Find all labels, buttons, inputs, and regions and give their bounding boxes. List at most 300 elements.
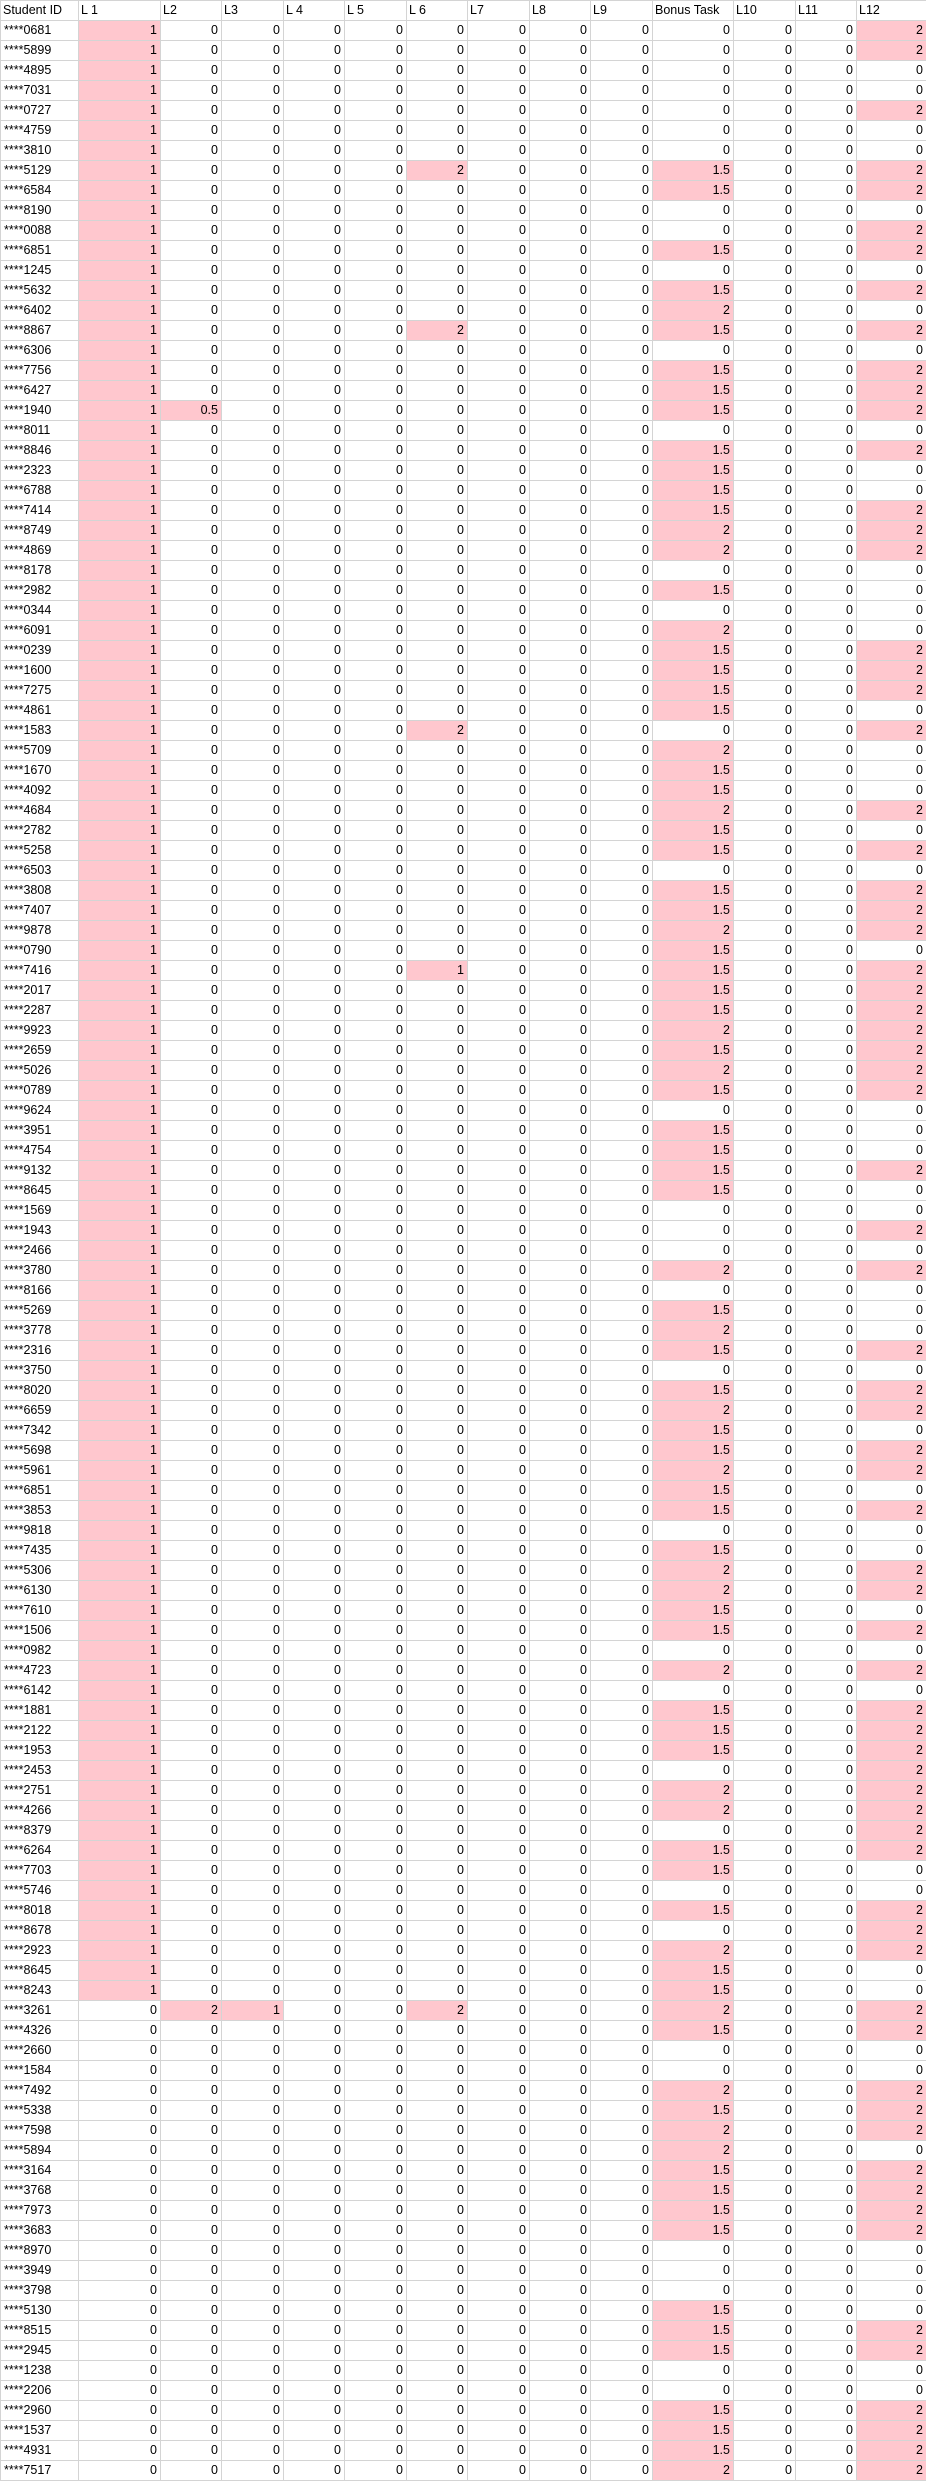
score-cell[interactable]: 0	[345, 2061, 407, 2081]
score-cell[interactable]: 0	[796, 1341, 857, 1361]
score-cell[interactable]: 0	[161, 1121, 222, 1141]
score-cell[interactable]: 0	[161, 661, 222, 681]
student-id-cell[interactable]: ****7598	[1, 2121, 79, 2141]
score-cell[interactable]: 0	[345, 61, 407, 81]
score-cell[interactable]: 0	[734, 1181, 796, 1201]
score-cell[interactable]: 0	[284, 2421, 345, 2441]
score-cell[interactable]: 0	[407, 1881, 468, 1901]
score-cell[interactable]: 0	[222, 2421, 284, 2441]
score-cell[interactable]: 0	[468, 1261, 530, 1281]
score-cell[interactable]: 0	[591, 1221, 653, 1241]
score-cell[interactable]: 0	[222, 321, 284, 341]
student-id-cell[interactable]: ****6402	[1, 301, 79, 321]
score-cell[interactable]: 0	[530, 181, 591, 201]
score-cell[interactable]: 0	[284, 1801, 345, 1821]
score-cell[interactable]: 0	[468, 241, 530, 261]
score-cell[interactable]: 0	[591, 921, 653, 941]
score-cell[interactable]: 0	[468, 1601, 530, 1621]
score-cell[interactable]: 0	[653, 61, 734, 81]
score-cell[interactable]: 0	[734, 2361, 796, 2381]
score-cell[interactable]: 0	[653, 1361, 734, 1381]
score-cell[interactable]: 0	[591, 141, 653, 161]
score-cell[interactable]: 0	[591, 241, 653, 261]
score-cell[interactable]: 0	[161, 721, 222, 741]
student-id-cell[interactable]: ****7610	[1, 1601, 79, 1621]
score-cell[interactable]: 0	[407, 901, 468, 921]
score-cell[interactable]: 2	[857, 2081, 926, 2101]
score-cell[interactable]: 0	[161, 1221, 222, 1241]
score-cell[interactable]: 0	[468, 1921, 530, 1941]
score-cell[interactable]: 0	[284, 1641, 345, 1661]
score-cell[interactable]: 0	[734, 1581, 796, 1601]
score-cell[interactable]: 0	[857, 2261, 926, 2281]
score-cell[interactable]: 0	[734, 641, 796, 661]
score-cell[interactable]: 0	[284, 1901, 345, 1921]
score-cell[interactable]: 0	[530, 761, 591, 781]
score-cell[interactable]: 0	[79, 2141, 161, 2161]
score-cell[interactable]: 0	[284, 901, 345, 921]
score-cell[interactable]: 0	[345, 2181, 407, 2201]
score-cell[interactable]: 0	[591, 1441, 653, 1461]
score-cell[interactable]: 2	[857, 2441, 926, 2461]
score-cell[interactable]: 0	[468, 81, 530, 101]
score-cell[interactable]: 0	[468, 561, 530, 581]
score-cell[interactable]: 0	[653, 2241, 734, 2261]
score-cell[interactable]: 0	[284, 421, 345, 441]
score-cell[interactable]: 0	[734, 1561, 796, 1581]
score-cell[interactable]: 0	[161, 521, 222, 541]
score-cell[interactable]: 0	[468, 1061, 530, 1081]
student-id-cell[interactable]: ****5026	[1, 1061, 79, 1081]
score-cell[interactable]: 1	[79, 1341, 161, 1361]
score-cell[interactable]: 0	[857, 121, 926, 141]
score-cell[interactable]: 0	[734, 1201, 796, 1221]
score-cell[interactable]: 0	[284, 161, 345, 181]
student-id-cell[interactable]: ****8970	[1, 2241, 79, 2261]
student-id-cell[interactable]: ****2960	[1, 2401, 79, 2421]
score-cell[interactable]: 2	[857, 2341, 926, 2361]
score-cell[interactable]: 0	[222, 941, 284, 961]
score-cell[interactable]: 0	[591, 1341, 653, 1361]
score-cell[interactable]: 0	[857, 621, 926, 641]
student-id-cell[interactable]: ****4869	[1, 541, 79, 561]
score-cell[interactable]: 0	[591, 1081, 653, 1101]
score-cell[interactable]: 0	[284, 2361, 345, 2381]
score-cell[interactable]: 0	[222, 1181, 284, 1201]
score-cell[interactable]: 0	[591, 801, 653, 821]
student-id-cell[interactable]: ****2751	[1, 1781, 79, 1801]
score-cell[interactable]: 0	[79, 2021, 161, 2041]
score-cell[interactable]: 0	[653, 101, 734, 121]
score-cell[interactable]: 1	[79, 1701, 161, 1721]
score-cell[interactable]: 0	[284, 2161, 345, 2181]
score-cell[interactable]: 0	[222, 1121, 284, 1141]
score-cell[interactable]: 0	[222, 2041, 284, 2061]
score-cell[interactable]: 0	[530, 2161, 591, 2181]
score-cell[interactable]: 0	[857, 1101, 926, 1121]
score-cell[interactable]: 1	[407, 961, 468, 981]
score-cell[interactable]: 0	[161, 1181, 222, 1201]
score-cell[interactable]: 0	[407, 2101, 468, 2121]
score-cell[interactable]: 0	[468, 221, 530, 241]
score-cell[interactable]: 0	[284, 561, 345, 581]
score-cell[interactable]: 0	[161, 221, 222, 241]
score-cell[interactable]: 0	[407, 2341, 468, 2361]
score-cell[interactable]: 0	[345, 1461, 407, 1481]
score-cell[interactable]: 0	[161, 641, 222, 661]
score-cell[interactable]: 1.5	[653, 1081, 734, 1101]
score-cell[interactable]: 0	[734, 381, 796, 401]
score-cell[interactable]: 0	[161, 2061, 222, 2081]
student-id-cell[interactable]: ****3261	[1, 2001, 79, 2021]
score-cell[interactable]: 0	[857, 1481, 926, 1501]
score-cell[interactable]: 0	[222, 841, 284, 861]
score-cell[interactable]: 0	[796, 301, 857, 321]
score-cell[interactable]: 0	[857, 1301, 926, 1321]
score-cell[interactable]: 0	[591, 261, 653, 281]
score-cell[interactable]: 0	[407, 2361, 468, 2381]
score-cell[interactable]: 1.5	[653, 1961, 734, 1981]
score-cell[interactable]: 0	[796, 2161, 857, 2181]
score-cell[interactable]: 0	[796, 141, 857, 161]
score-cell[interactable]: 0	[734, 2021, 796, 2041]
score-cell[interactable]: 2	[653, 1941, 734, 1961]
score-cell[interactable]: 1	[79, 101, 161, 121]
score-cell[interactable]: 0	[734, 181, 796, 201]
student-id-cell[interactable]: ****4759	[1, 121, 79, 141]
score-cell[interactable]: 0	[222, 1361, 284, 1381]
score-cell[interactable]: 2	[857, 801, 926, 821]
score-cell[interactable]: 0	[345, 1881, 407, 1901]
score-cell[interactable]: 0	[161, 1621, 222, 1641]
score-cell[interactable]: 0	[345, 361, 407, 381]
score-cell[interactable]: 0	[530, 681, 591, 701]
score-cell[interactable]: 1	[79, 1101, 161, 1121]
score-cell[interactable]: 1.5	[653, 661, 734, 681]
score-cell[interactable]: 0	[284, 1261, 345, 1281]
score-cell[interactable]: 0	[530, 1801, 591, 1821]
score-cell[interactable]: 1	[79, 1321, 161, 1341]
score-cell[interactable]: 0	[591, 1001, 653, 1021]
score-cell[interactable]: 0	[796, 21, 857, 41]
score-cell[interactable]: 1	[79, 861, 161, 881]
score-cell[interactable]: 0	[222, 361, 284, 381]
score-cell[interactable]: 0	[161, 621, 222, 641]
score-cell[interactable]: 0	[591, 321, 653, 341]
score-cell[interactable]: 0	[530, 361, 591, 381]
score-cell[interactable]: 0	[161, 1341, 222, 1361]
score-cell[interactable]: 0	[222, 1881, 284, 1901]
score-cell[interactable]: 0	[345, 1701, 407, 1721]
score-cell[interactable]: 0	[345, 461, 407, 481]
score-cell[interactable]: 0	[796, 2041, 857, 2061]
score-cell[interactable]: 0	[796, 1721, 857, 1741]
score-cell[interactable]: 0	[407, 761, 468, 781]
score-cell[interactable]: 0	[468, 2341, 530, 2361]
score-cell[interactable]: 0	[161, 101, 222, 121]
score-cell[interactable]: 0	[857, 741, 926, 761]
student-id-cell[interactable]: ****8867	[1, 321, 79, 341]
score-cell[interactable]: 1	[79, 521, 161, 541]
score-cell[interactable]: 2	[857, 1741, 926, 1761]
score-cell[interactable]: 0	[591, 1041, 653, 1061]
score-cell[interactable]: 0	[284, 621, 345, 641]
score-cell[interactable]: 2	[857, 1621, 926, 1641]
score-cell[interactable]: 0	[734, 2421, 796, 2441]
score-cell[interactable]: 0	[222, 1421, 284, 1441]
score-cell[interactable]: 0	[530, 581, 591, 601]
score-cell[interactable]: 1.5	[653, 701, 734, 721]
score-cell[interactable]: 0	[734, 781, 796, 801]
score-cell[interactable]: 0	[591, 1501, 653, 1521]
score-cell[interactable]: 0	[284, 2001, 345, 2021]
score-cell[interactable]: 0	[857, 1241, 926, 1261]
score-cell[interactable]: 0	[79, 2201, 161, 2221]
score-cell[interactable]: 1	[79, 1041, 161, 1061]
score-cell[interactable]: 0	[468, 2361, 530, 2381]
score-cell[interactable]: 0	[530, 1361, 591, 1381]
score-cell[interactable]: 0	[530, 941, 591, 961]
student-id-cell[interactable]: ****8678	[1, 1921, 79, 1941]
score-cell[interactable]: 0	[530, 1281, 591, 1301]
score-cell[interactable]: 0	[734, 1021, 796, 1041]
score-cell[interactable]: 0	[222, 1061, 284, 1081]
score-cell[interactable]: 0	[284, 1181, 345, 1201]
student-id-cell[interactable]: ****1238	[1, 2361, 79, 2381]
score-cell[interactable]: 0	[407, 2321, 468, 2341]
score-cell[interactable]: 0	[591, 2281, 653, 2301]
score-cell[interactable]: 0	[796, 2281, 857, 2301]
score-cell[interactable]: 0	[857, 261, 926, 281]
student-id-cell[interactable]: ****3808	[1, 881, 79, 901]
score-cell[interactable]: 0	[407, 1341, 468, 1361]
score-cell[interactable]: 0	[468, 1081, 530, 1101]
score-cell[interactable]: 0	[734, 201, 796, 221]
score-cell[interactable]: 1	[79, 1621, 161, 1641]
score-cell[interactable]: 0	[734, 761, 796, 781]
student-id-cell[interactable]: ****0789	[1, 1081, 79, 1101]
score-cell[interactable]: 0	[407, 1721, 468, 1741]
score-cell[interactable]: 0	[345, 1101, 407, 1121]
score-cell[interactable]: 0	[734, 1261, 796, 1281]
score-cell[interactable]: 1	[79, 1801, 161, 1821]
score-cell[interactable]: 1	[79, 1241, 161, 1261]
score-cell[interactable]: 0	[734, 261, 796, 281]
student-id-cell[interactable]: ****2466	[1, 1241, 79, 1261]
student-id-cell[interactable]: ****5306	[1, 1561, 79, 1581]
score-cell[interactable]: 2	[857, 1781, 926, 1801]
score-cell[interactable]: 0	[345, 1261, 407, 1281]
score-cell[interactable]: 0	[407, 1121, 468, 1141]
score-cell[interactable]: 0	[161, 201, 222, 221]
score-cell[interactable]: 0	[530, 461, 591, 481]
score-cell[interactable]: 0	[222, 861, 284, 881]
score-cell[interactable]: 0	[591, 1521, 653, 1541]
score-cell[interactable]: 0	[345, 1441, 407, 1461]
score-cell[interactable]: 0	[734, 861, 796, 881]
score-cell[interactable]: 0	[222, 401, 284, 421]
score-cell[interactable]: 2	[653, 2141, 734, 2161]
score-cell[interactable]: 0	[468, 2181, 530, 2201]
score-cell[interactable]: 0	[653, 1221, 734, 1241]
score-cell[interactable]: 0	[796, 81, 857, 101]
score-cell[interactable]: 0	[407, 861, 468, 881]
student-id-cell[interactable]: ****5258	[1, 841, 79, 861]
score-cell[interactable]: 0	[345, 2461, 407, 2481]
score-cell[interactable]: 0	[79, 2181, 161, 2201]
score-cell[interactable]: 0	[161, 921, 222, 941]
score-cell[interactable]: 0	[79, 2241, 161, 2261]
score-cell[interactable]: 0	[284, 1861, 345, 1881]
score-cell[interactable]: 0	[530, 1161, 591, 1181]
score-cell[interactable]: 0	[653, 2041, 734, 2061]
score-cell[interactable]: 0	[345, 221, 407, 241]
student-id-cell[interactable]: ****3853	[1, 1501, 79, 1521]
score-cell[interactable]: 0	[530, 1221, 591, 1241]
score-cell[interactable]: 0	[734, 541, 796, 561]
score-cell[interactable]: 0	[796, 1301, 857, 1321]
score-cell[interactable]: 0	[407, 541, 468, 561]
score-cell[interactable]: 0	[222, 2141, 284, 2161]
score-cell[interactable]: 0	[591, 1741, 653, 1761]
score-cell[interactable]: 0	[734, 421, 796, 441]
student-id-cell[interactable]: ****0681	[1, 21, 79, 41]
score-cell[interactable]: 0	[345, 1141, 407, 1161]
score-cell[interactable]: 0	[468, 181, 530, 201]
score-cell[interactable]: 0	[161, 1381, 222, 1401]
score-cell[interactable]: 0	[468, 1561, 530, 1581]
score-cell[interactable]: 0	[591, 1781, 653, 1801]
score-cell[interactable]: 0	[591, 1121, 653, 1141]
score-cell[interactable]: 0	[284, 321, 345, 341]
score-cell[interactable]: 0	[222, 1641, 284, 1661]
score-cell[interactable]: 0	[284, 2141, 345, 2161]
score-cell[interactable]: 0	[222, 1841, 284, 1861]
score-cell[interactable]: 0	[468, 621, 530, 641]
score-cell[interactable]: 0	[468, 681, 530, 701]
score-cell[interactable]: 0	[530, 801, 591, 821]
score-cell[interactable]: 1.5	[653, 1121, 734, 1141]
student-id-cell[interactable]: ****0088	[1, 221, 79, 241]
score-cell[interactable]: 0	[591, 181, 653, 201]
score-cell[interactable]: 0	[407, 381, 468, 401]
score-cell[interactable]: 1.5	[653, 841, 734, 861]
score-cell[interactable]: 1	[79, 401, 161, 421]
score-cell[interactable]: 0	[734, 1961, 796, 1981]
score-cell[interactable]: 0	[734, 701, 796, 721]
score-cell[interactable]: 0	[468, 1381, 530, 1401]
score-cell[interactable]: 0	[734, 1041, 796, 1061]
student-id-cell[interactable]: ****7031	[1, 81, 79, 101]
score-cell[interactable]: 2	[653, 621, 734, 641]
score-cell[interactable]: 0	[284, 1601, 345, 1621]
score-cell[interactable]: 0	[345, 2081, 407, 2101]
student-id-cell[interactable]: ****1245	[1, 261, 79, 281]
score-cell[interactable]: 0	[591, 501, 653, 521]
score-cell[interactable]: 2	[857, 401, 926, 421]
score-cell[interactable]: 0	[796, 1661, 857, 1681]
score-cell[interactable]: 0	[591, 2441, 653, 2461]
score-cell[interactable]: 2	[857, 441, 926, 461]
score-cell[interactable]: 0	[734, 1621, 796, 1641]
score-cell[interactable]: 0	[796, 2201, 857, 2221]
score-cell[interactable]: 2	[857, 1261, 926, 1281]
score-cell[interactable]: 0	[222, 961, 284, 981]
score-cell[interactable]: 1	[79, 201, 161, 221]
score-cell[interactable]: 0	[468, 201, 530, 221]
score-cell[interactable]: 2	[653, 741, 734, 761]
score-cell[interactable]: 0	[468, 2141, 530, 2161]
score-cell[interactable]: 0	[530, 2281, 591, 2301]
score-cell[interactable]: 0	[345, 841, 407, 861]
score-cell[interactable]: 1.5	[653, 1601, 734, 1621]
score-cell[interactable]: 0	[222, 2181, 284, 2201]
score-cell[interactable]: 1	[79, 721, 161, 741]
score-cell[interactable]: 0	[345, 2341, 407, 2361]
score-cell[interactable]: 0	[734, 2041, 796, 2061]
score-cell[interactable]: 0	[796, 1741, 857, 1761]
score-cell[interactable]: 0	[161, 1661, 222, 1681]
student-id-cell[interactable]: ****2453	[1, 1761, 79, 1781]
score-cell[interactable]: 0	[530, 721, 591, 741]
score-cell[interactable]: 0	[734, 21, 796, 41]
student-id-cell[interactable]: ****8846	[1, 441, 79, 461]
score-cell[interactable]: 0	[591, 1641, 653, 1661]
column-header[interactable]: L11	[796, 1, 857, 21]
score-cell[interactable]: 2	[857, 1661, 926, 1681]
score-cell[interactable]: 1	[79, 1421, 161, 1441]
score-cell[interactable]: 1	[79, 1381, 161, 1401]
score-cell[interactable]: 0	[222, 2061, 284, 2081]
score-cell[interactable]: 0	[796, 101, 857, 121]
score-cell[interactable]: 2	[857, 2421, 926, 2441]
score-cell[interactable]: 0	[407, 521, 468, 541]
score-cell[interactable]: 2	[857, 521, 926, 541]
score-cell[interactable]: 0	[530, 641, 591, 661]
score-cell[interactable]: 1.5	[653, 1141, 734, 1161]
score-cell[interactable]: 0	[222, 1741, 284, 1761]
score-cell[interactable]: 2	[653, 2081, 734, 2101]
score-cell[interactable]: 0	[284, 2221, 345, 2241]
score-cell[interactable]: 0	[857, 2301, 926, 2321]
score-cell[interactable]: 0	[407, 21, 468, 41]
score-cell[interactable]: 0	[591, 401, 653, 421]
score-cell[interactable]: 0	[407, 1601, 468, 1621]
score-cell[interactable]: 0	[468, 1301, 530, 1321]
score-cell[interactable]: 0	[734, 1061, 796, 1081]
student-id-cell[interactable]: ****8645	[1, 1181, 79, 1201]
score-cell[interactable]: 0	[857, 1681, 926, 1701]
score-cell[interactable]: 0	[222, 901, 284, 921]
score-cell[interactable]: 1	[79, 1841, 161, 1861]
score-cell[interactable]: 1	[79, 1201, 161, 1221]
student-id-cell[interactable]: ****0982	[1, 1641, 79, 1661]
score-cell[interactable]: 0	[407, 741, 468, 761]
score-cell[interactable]: 1.5	[653, 381, 734, 401]
score-cell[interactable]: 2	[857, 2021, 926, 2041]
student-id-cell[interactable]: ****1670	[1, 761, 79, 781]
score-cell[interactable]: 0	[222, 2281, 284, 2301]
score-cell[interactable]: 0	[734, 1761, 796, 1781]
score-cell[interactable]: 0	[407, 1781, 468, 1801]
score-cell[interactable]: 0	[284, 1361, 345, 1381]
score-cell[interactable]: 0	[530, 381, 591, 401]
score-cell[interactable]: 0	[407, 1221, 468, 1241]
score-cell[interactable]: 0	[591, 301, 653, 321]
score-cell[interactable]: 0	[222, 981, 284, 1001]
score-cell[interactable]: 0	[345, 1381, 407, 1401]
score-cell[interactable]: 0	[407, 821, 468, 841]
